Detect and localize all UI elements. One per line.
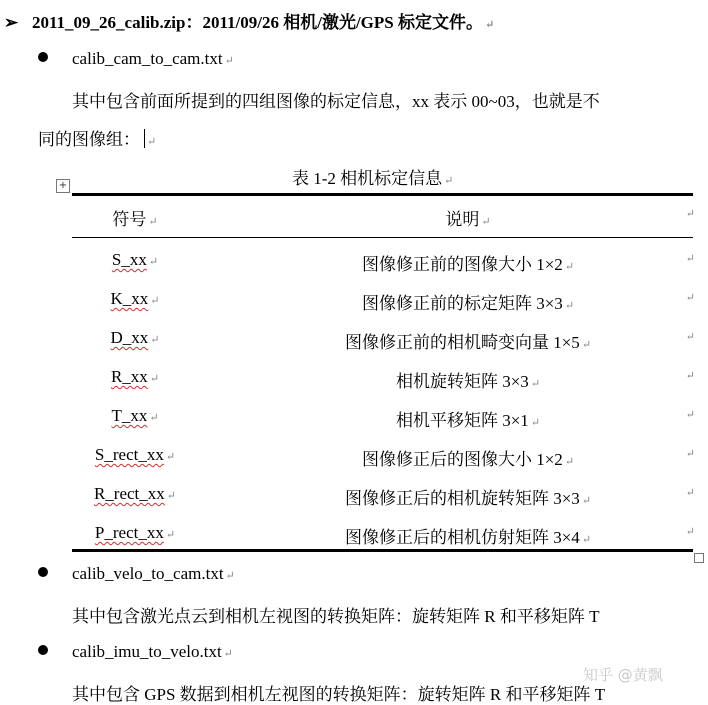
table-row (72, 437, 693, 476)
symbol-cell (72, 406, 198, 426)
symbol-text: K_xx (110, 289, 149, 308)
table-resize-handle[interactable] (694, 553, 704, 563)
heading-text: 2011_09_26_calib.zip：2011/09/26 相机/激光/GPS 标定文件。 (32, 13, 483, 32)
description-text: 图像修正前的标定矩阵 3×3 (361, 294, 563, 313)
description-cell (258, 406, 678, 431)
symbol-cell (72, 484, 198, 504)
description-cell (258, 367, 678, 392)
row-end-mark: ↵ (685, 409, 695, 421)
paragraph-mark: ↵ (481, 216, 491, 228)
symbol-text: S_xx (111, 250, 147, 269)
row-end-mark: ↵ (685, 208, 695, 220)
bullet-item-cam-to-cam (38, 49, 234, 69)
paragraph-mark: ↵ (224, 55, 234, 67)
row-end-mark: ↵ (685, 487, 695, 499)
symbol-text: P_rect_xx (94, 523, 164, 542)
table-top-rule (72, 193, 693, 196)
table-row (72, 359, 693, 398)
description-text: 相机旋转矩阵 3×3 (395, 372, 529, 391)
row-end-mark: ↵ (685, 331, 695, 343)
table-row (72, 398, 693, 437)
paragraph-mark: ↵ (165, 451, 176, 463)
symbol-cell (72, 289, 198, 309)
description-cell (258, 250, 678, 275)
description-text: 图像修正前的相机畸变向量 1×5 (344, 333, 580, 352)
paragraph-mark: ↵ (564, 456, 575, 468)
paragraph-text: 其中包含激光点云到相机左视图的转换矩阵：旋转矩阵 R 和平移矩阵 T (72, 607, 600, 626)
paragraph-line (72, 87, 600, 112)
table-header-row (72, 197, 693, 236)
bullet-dot-icon (38, 645, 48, 655)
paragraph-mark: ↵ (148, 256, 159, 268)
row-end-mark: ↵ (685, 370, 695, 382)
row-end-mark: ↵ (685, 448, 695, 460)
symbol-text: D_xx (110, 328, 149, 347)
row-end-mark: ↵ (685, 253, 695, 265)
table-move-handle[interactable]: + (56, 179, 70, 193)
arrow-bullet-icon: ➢ (4, 13, 19, 32)
paragraph-text: 其中包含 GPS 数据到相机左视图的转换矩阵：旋转矩阵 R 和平移矩阵 T (72, 685, 606, 704)
paragraph-mark: ↵ (148, 216, 158, 228)
document-heading (4, 8, 494, 33)
paragraph-mark: ↵ (485, 19, 495, 31)
description-text: 图像修正前的图像大小 1×2 (361, 255, 563, 274)
bullet-title: calib_velo_to_cam.txt (72, 564, 224, 583)
description-cell (258, 484, 678, 509)
paragraph-line (72, 602, 599, 627)
symbol-cell (72, 523, 198, 543)
paragraph-text: 同的图像组： (38, 130, 140, 149)
bullet-item-imu-to-velo (38, 642, 233, 662)
symbol-cell (72, 445, 198, 465)
paragraph-mark: ↵ (581, 339, 592, 351)
description-text: 图像修正后的相机仿射矩阵 3×4 (344, 528, 580, 547)
paragraph-mark: ↵ (530, 378, 541, 390)
paragraph-mark: ↵ (165, 529, 176, 541)
paragraph-mark: ↵ (147, 136, 157, 148)
header-text: 符号 (112, 210, 147, 229)
table-bottom-rule (72, 549, 693, 552)
row-end-mark: ↵ (685, 526, 695, 538)
paragraph-line (72, 680, 605, 705)
paragraph-mark: ↵ (149, 373, 160, 385)
table-row (72, 320, 693, 359)
symbol-cell (72, 250, 198, 270)
table-row (72, 476, 693, 515)
paragraph-mark: ↵ (581, 495, 592, 507)
symbol-text: R_rect_xx (93, 484, 165, 503)
description-cell (258, 328, 678, 353)
header-symbol (72, 205, 198, 230)
bullet-dot-icon (38, 52, 48, 62)
paragraph-mark: ↵ (166, 490, 177, 502)
symbol-text: T_xx (111, 406, 148, 425)
bullet-title: calib_cam_to_cam.txt (72, 49, 223, 68)
description-cell (258, 289, 678, 314)
table-row (72, 281, 693, 320)
paragraph-mark: ↵ (444, 175, 454, 187)
paragraph-mark: ↵ (225, 570, 235, 582)
symbol-text: R_xx (110, 367, 148, 386)
bullet-title: calib_imu_to_velo.txt (72, 642, 222, 661)
paragraph-line (38, 125, 156, 150)
paragraph-mark: ↵ (223, 648, 233, 660)
paragraph-mark: ↵ (150, 295, 160, 307)
paragraph-mark: ↵ (581, 534, 592, 546)
watermark: 知乎 @黄飘 (583, 666, 663, 684)
description-cell (258, 523, 678, 548)
paragraph-mark: ↵ (530, 417, 541, 429)
paragraph-text: 其中包含前面所提到的四组图像的标定信息，xx 表示 00~03，也就是不 (72, 92, 600, 111)
paragraph-mark: ↵ (564, 300, 575, 312)
description-cell (258, 445, 678, 470)
paragraph-mark: ↵ (150, 334, 160, 346)
description-text: 图像修正后的图像大小 1×2 (361, 450, 563, 469)
header-text: 说明 (445, 210, 480, 229)
table-row (72, 242, 693, 281)
symbol-cell (72, 367, 198, 387)
description-text: 相机平移矩阵 3×1 (395, 411, 529, 430)
symbol-text: S_rect_xx (94, 445, 164, 464)
caption-text: 表 1-2 相机标定信息 (292, 169, 443, 188)
text-cursor (144, 129, 145, 148)
bullet-item-velo-to-cam (38, 564, 235, 584)
table-header-rule (72, 237, 693, 238)
paragraph-mark: ↵ (564, 261, 575, 273)
paragraph-mark: ↵ (149, 412, 159, 424)
header-description (258, 205, 678, 230)
table-caption (292, 164, 453, 189)
row-end-mark: ↵ (685, 292, 695, 304)
bullet-dot-icon (38, 567, 48, 577)
description-text: 图像修正后的相机旋转矩阵 3×3 (344, 489, 580, 508)
symbol-cell (72, 328, 198, 348)
